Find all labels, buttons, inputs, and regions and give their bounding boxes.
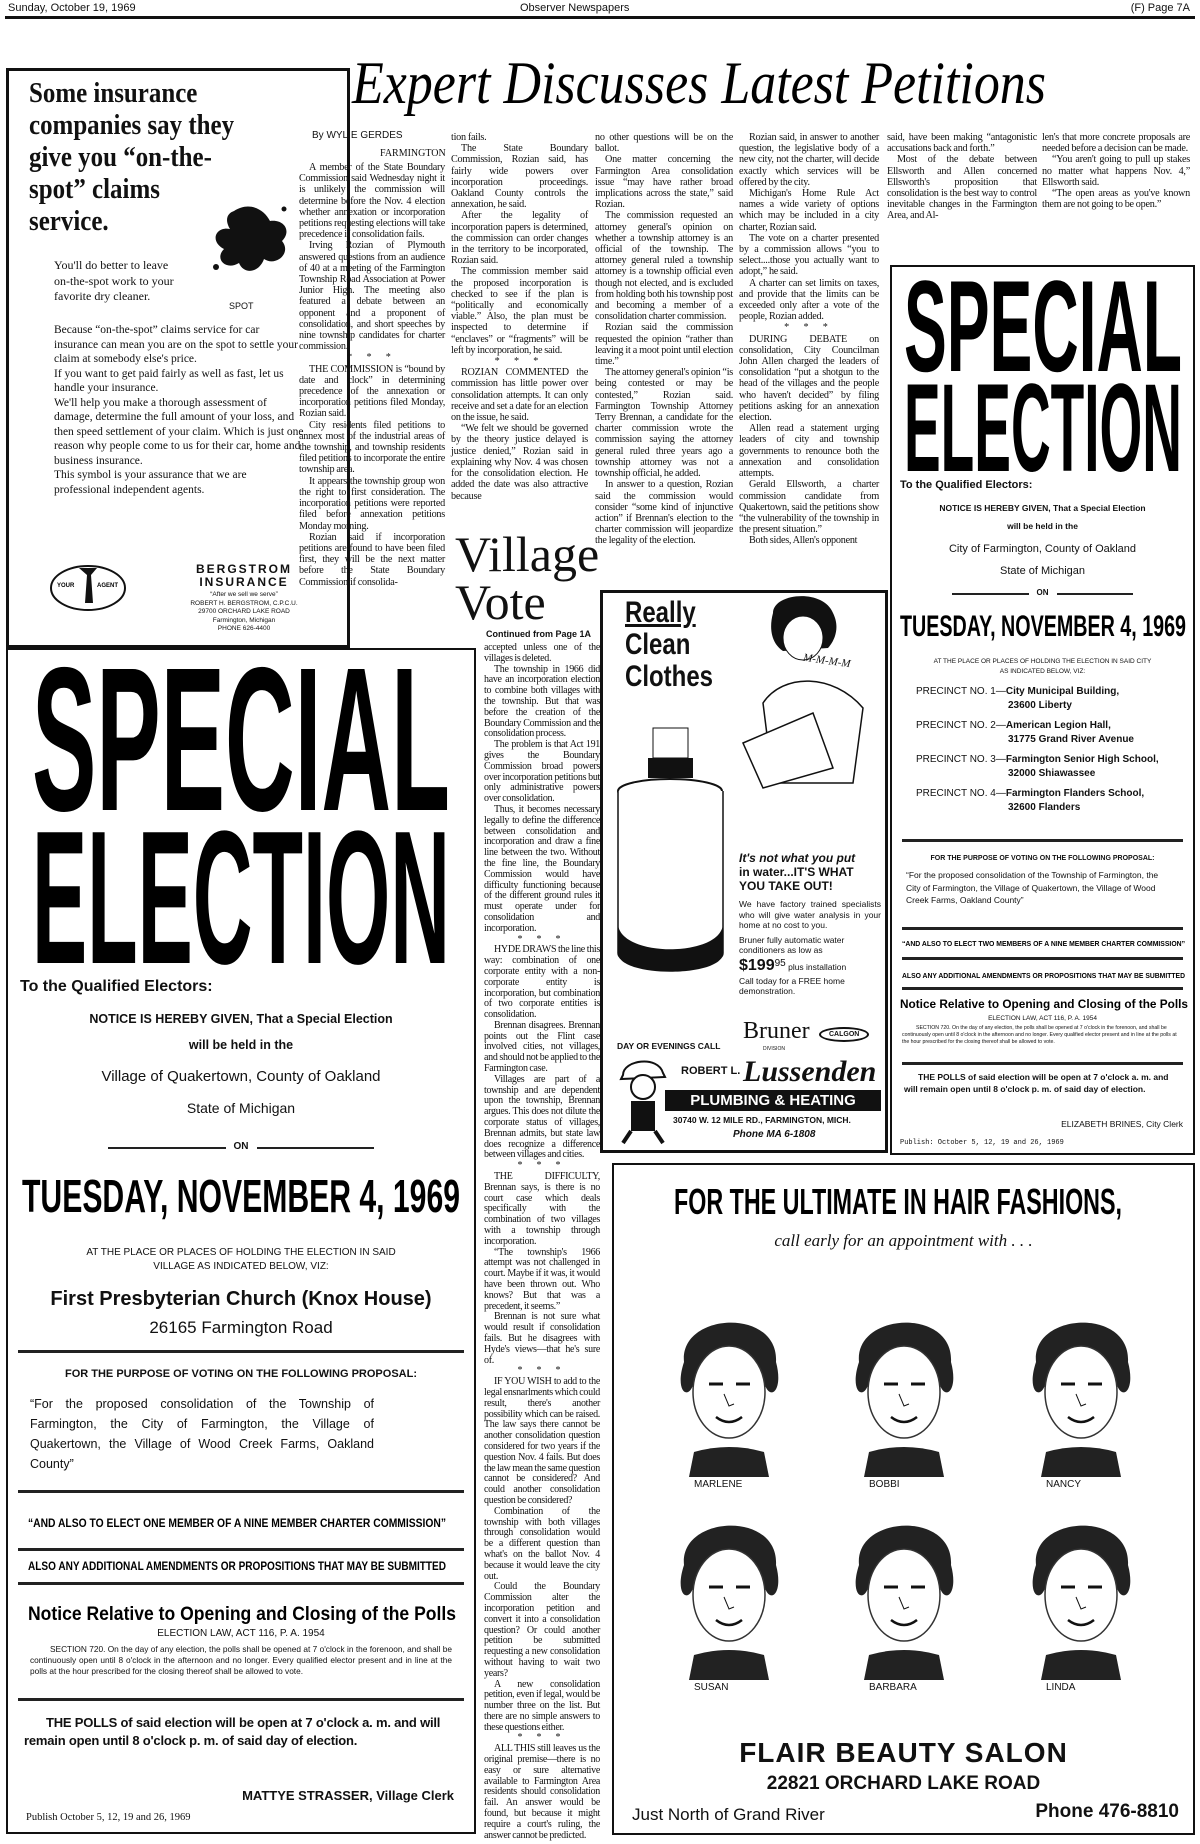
divider (902, 839, 1183, 842)
proposal: “For the proposed consolidation of the Township of Farmington, the City of Farmington, the Village of Quakertown, the Village of Wood Creek Farms, Oakland County” (906, 870, 1159, 905)
robert-l: ROBERT L. (681, 1065, 741, 1077)
plumber-mascot (613, 1055, 673, 1145)
village-vote-headline-1: Village (455, 526, 600, 582)
article-column-4 (739, 132, 879, 547)
paragraph: THE COMMISSION is “bound by date and clock” in determining precedence of the annexation or incorporation petitions filed Monday, Rozian said. (299, 363, 445, 420)
paragraph: The problem is that Act 191 gives the Boundary Commission broad powers over incorporation petitions but only administrative powers over consolidation. (484, 739, 600, 805)
paragraph: “The township's 1966 attempt was not challenged in court. Maybe if it was, it would have been thrown out. Who knows? But that was a precedent, it seems.” (484, 1246, 600, 1312)
election-date-text: TUESDAY, NOVEMBER 4, 1969 (22, 1170, 460, 1220)
section-break: * * * (347, 352, 397, 364)
insurance-body (54, 323, 304, 497)
paragraph: This symbol is your assurance that we are professional independent agents. (54, 469, 247, 496)
slogan: “After we sell we serve” (210, 591, 278, 598)
article-column-5 (887, 132, 1037, 222)
paragraph: Because “on-the-spot” claims service for car insurance can mean you are on the spot to settle your claim at somebody else's price. (54, 324, 298, 365)
paragraph: “The open areas as you've known them are not going to be open.” (1042, 188, 1190, 211)
precinct-address: 32600 Flanders (1008, 802, 1081, 813)
company-details (169, 591, 319, 634)
independent-agent-emblem (49, 563, 127, 613)
paragraph: tion fails. (451, 132, 487, 143)
precinct-label: PRECINCT NO. 2— (916, 720, 1006, 731)
body-2: Bruner fully automatic water conditioners as low as (739, 934, 845, 955)
also-elect-text: “AND ALSO TO ELECT ONE MEMBER OF A NINE MEMBER CHARTER COMMISSION” (28, 1516, 446, 1530)
divider (902, 927, 1183, 930)
election-state: State of Michigan (1000, 565, 1085, 577)
bruner-logo: Bruner (743, 1018, 810, 1044)
article-headline (350, 48, 1050, 118)
precinct-label: PRECINCT NO. 3— (916, 754, 1006, 765)
stylist-name: MARLENE (694, 1479, 743, 1490)
section-break: * * * (517, 1732, 567, 1744)
election-law: ELECTION LAW, ACT 116, P. A. 1954 (157, 1628, 325, 1639)
on-label (8, 1141, 474, 1152)
plumbing-address: 30740 W. 12 MILE RD., FARMINGTON, MICH. (673, 1115, 851, 1125)
held-in: will be held in the (1007, 521, 1078, 531)
also-elect-text: “AND ALSO TO ELECT TWO MEMBERS OF A NINE MEMBER CHARTER COMMISSION” (902, 939, 1186, 948)
also-elect (28, 1514, 448, 1532)
paragraph: Rozian said if incorporation petitions are found to have been filed first, they will be the next matter before the State Boundary Commission if consolida- (299, 531, 445, 588)
stylist-name: SUSAN (694, 1682, 729, 1693)
section-break: * * * (517, 933, 567, 945)
section-break: * * * (517, 1160, 567, 1172)
woman-illustration (733, 593, 888, 793)
day-or-evenings: DAY OR EVENINGS CALL (617, 1041, 721, 1051)
title-election: ELECTION (904, 359, 1182, 477)
paragraph: One matter concerning the Farmington Area consolidation issue “may have rather broad implications across the state,” said Rozian. (595, 154, 733, 211)
tagline (739, 851, 855, 893)
article-column-1 (299, 162, 445, 588)
paragraph: In answer to a question, Rozian said the commission would consider “some kind of injunctive action” if Brennan's election to the charter commission will jeopardize the legality of the election. (595, 479, 733, 547)
polls-title-text: Notice Relative to Opening and Closing of the Polls (900, 997, 1189, 1011)
paragraph: Brennan is not sure what would result if consolidation fails. But he disagrees with Hyde's views—that he's sure of. (484, 1311, 600, 1366)
precinct-place: Farmington Flanders School, (1005, 788, 1145, 799)
precinct-list (916, 685, 1159, 815)
polls-title (900, 995, 1190, 1013)
continued-note: Continued from Page 1A (486, 629, 592, 639)
divider (18, 1490, 464, 1493)
polling-address: 26165 Farmington Road (149, 1318, 333, 1337)
insurance-lead: You'll do better to leave on-the-spot work to your favorite dry cleaner. (54, 258, 174, 303)
precinct-4 (916, 787, 1159, 815)
hum-text: M-M-M-M (802, 651, 852, 671)
also-any-text: ALSO ANY ADDITIONAL AMENDMENTS OR PROPOSITIONS THAT MAY BE SUBMITTED (28, 1561, 446, 1573)
paragraph: Combination of the township with both villages through consolidation would be a different question than what's on the ballot Nov. 4 because it would leave the city out. (484, 1505, 600, 1582)
on-label (892, 588, 1193, 597)
stylist-photo (1006, 1495, 1156, 1680)
title-special: SPECIAL (32, 658, 450, 854)
also-any (902, 969, 1187, 981)
special-election-title (904, 271, 1184, 477)
clerk: MATTYE STRASSER, Village Clerk (242, 1788, 454, 1803)
paragraph: Irving Rozian of Plymouth answered questions from an audience of 40 at a meeting of the Farmington Township Road Association at Power Junior High. The meeting also featured a debate between an opponent and a proponent of consolidation, and short speeches by nine township candidates for charter commission. (299, 240, 445, 353)
paragraph: A member of the State Boundary Commission said Wednesday night it is unlikely the commission will determine before the Nov. 4 election whether annexation or incorporation petitions requesting elections will take precedence if consolidation fails. (299, 162, 445, 241)
publish-dates: Publish October 5, 12, 19 and 26, 1969 (26, 1812, 191, 1823)
tagline-3: YOU TAKE OUT! (739, 879, 833, 893)
precinct-3 (916, 753, 1159, 781)
paragraph: HYDE DRAWS the line this way: combination of one corporate entity with a non-corporate entity is incorporation, but combination of two corporate entities is consolidation. (484, 944, 600, 1021)
at-place: AT THE PLACE OR PLACES OF HOLDING THE ELECTION IN SAID VILLAGE AS INDICATED BELOW, VIZ: (86, 1247, 396, 1272)
masthead-rule (5, 16, 1195, 19)
also-any (28, 1557, 448, 1575)
paragraph: We'll help you make a thorough assessment of damage, determine the full amount of your loss, and then speed settlement of your claim. Which is just one reason why people come to us for their car, home and business insurance. (54, 396, 304, 467)
clerk: ELIZABETH BRINES, City Clerk (1061, 1119, 1183, 1129)
paragraph: Could the Boundary Commission alter the incorporation petition and convert it into a consolidation question? Or could another petition be submitted requesting a new consolidation without having to wait two years? (484, 1581, 600, 1679)
paragraph: IF YOU WISH to add to the legal ensnarlments which could result, there's another possibility which can be raised. The law says there cannot be another consolidation question considered for two years if the question Nov. 4 fails. But does the law mean the same question cannot be considered? And could another consolidation question be considered? (484, 1376, 600, 1506)
section-text: SECTION 720. On the day of any election, the polls shall be opened at 7 o'clock in the forenoon, and shall be continuously open until 8 o'clock in the afternoon and no longer. Every qualified elector present and in line at the polls at the hour prescribed for the closing thereof shall be allowed to vote. (30, 1644, 452, 1676)
agent-name: ROBERT H. BERGSTROM, C.P.C.U. (190, 599, 298, 607)
paragraph: The State Boundary Commission, Rozian said, has fairly wide powers over incorporation proceedings. Oakland County controls the annexation, he said. (451, 143, 588, 211)
plumbing-heating-banner: PLUMBING & HEATING (665, 1090, 881, 1111)
stylist-name: NANCY (1046, 1479, 1082, 1490)
also-elect (902, 937, 1187, 949)
salon-subheadline: call early for an appointment with . . . (774, 1231, 1033, 1250)
article-column-2 (451, 132, 588, 502)
notice-given: NOTICE IS HEREBY GIVEN, That a Special Election (89, 1012, 393, 1026)
clean-text: Clean (625, 628, 691, 661)
price-line (739, 956, 881, 974)
plumbing-ad (600, 590, 888, 1153)
purpose: FOR THE PURPOSE OF VOTING ON THE FOLLOWING PROPOSAL: (64, 1368, 417, 1380)
svg-text:AGENT: AGENT (97, 583, 118, 589)
paragraph: Rozian said the commission requested the opinion “rather than leaving it a moot point until election time.” (595, 322, 733, 368)
precinct-place: City Municipal Building, (1005, 686, 1120, 697)
tagline-1: It's not what you put (739, 851, 856, 865)
insurance-headline: Some insurance companies say they give you “on-the-spot” claims service. (29, 77, 235, 237)
election-place: City of Farmington, County of Oakland (948, 543, 1137, 555)
paragraph: It appears the township group won the right to first consideration. The incorporation petitions were reported filed before annexation petitions Monday morning. (299, 475, 445, 532)
election-date (22, 1170, 462, 1220)
paragraph: A charter can set limits on taxes, and provide that the limits can be exceeded only after a vote of the people, Rozian added. (739, 277, 879, 323)
paragraph: The vote on a charter presented by a commission allows “you to select....those you actually want to adopt,” he said. (739, 232, 879, 278)
svg-text:YOUR: YOUR (57, 583, 75, 589)
really-text: Really (625, 596, 696, 629)
on-label-text: ON (1029, 588, 1057, 597)
agency-phone: PHONE 626-4400 (217, 625, 271, 632)
divider (18, 1350, 464, 1353)
precinct-address: 32000 Shiawassee (1008, 768, 1096, 779)
paragraph: “You aren't going to pull up stakes no matter what happens Nov. 4,” Ellsworth said. (1042, 154, 1190, 188)
byline: By WYLIE GERDES (312, 130, 403, 141)
divider (902, 1062, 1183, 1065)
title-election: ELECTION (32, 792, 450, 978)
section-text: SECTION 720. On the day of any election, the polls shall be opened at 7 o'clock in the forenoon, and shall be continuously open until 8 o'clock in the afternoon and no longer. Every qualified elector present and in line at the polls at the hour prescribed for the closing thereof shall be allowed to vote. (902, 1025, 1177, 1045)
salon-headline-text: FOR THE ULTIMATE IN HAIR FASHIONS, (674, 1181, 1122, 1221)
precinct-1 (916, 685, 1159, 713)
stylist-photo (829, 1292, 979, 1477)
election-state: State of Michigan (186, 1100, 296, 1116)
paragraph: Allen read a statement urging leaders of city and township governments to renounce both the annexation and consolidation attempts. (739, 423, 879, 480)
section-break: * * * (784, 322, 834, 334)
precinct-place: American Legion Hall, (1005, 720, 1111, 731)
body-1: We have factory trained specialists who will give water analysis in your home at no cost to you. (739, 899, 881, 930)
paragraph: THE DIFFICULTY, Brennan says, is there is no court case which deals specifically with the combination of two villages with a township through incorporation. (484, 1171, 600, 1247)
precinct-address: 31775 Grand River Avenue (1008, 734, 1134, 745)
paragraph: Most of the debate between Ellsworth and Allen concerned Ellsworth's proposition that consolidation is the best way to control inevitable changes in the Farmington Area, and Al- (887, 154, 1037, 222)
salon-name: FLAIR BEAUTY SALON (739, 1737, 1068, 1768)
page-date: Sunday, October 19, 1969 (8, 2, 136, 14)
divider (902, 987, 1183, 990)
special-election-title (32, 658, 452, 978)
on-label-text: ON (226, 1141, 257, 1152)
paragraph: If you want to get paid fairly as well as fast, let us handle your insurance. (54, 367, 284, 394)
paragraph: ALL THIS still leaves us the original premise—there is no easy or sure alternative available to Farmington Area residents should consolidation fail. An answer would be found, but because it might require a court's ruling, the answer cannot be predicted. (484, 1743, 600, 1841)
polls-hours: THE POLLS of said election will be open at 7 o'clock a. m. and will remain open until 8 o'clock p. m. of said day of election. (904, 1072, 1169, 1094)
ink-spot-icon (204, 201, 294, 281)
water-conditioner-illustration (613, 723, 728, 983)
election-law: ELECTION LAW, ACT 116, P. A. 1954 (988, 1015, 1097, 1022)
paragraph: City residents filed petitions to annex most of the industrial areas of the township, and township residents filed petitions to incorporate the entire township area. (299, 419, 445, 476)
article-column-6 (1042, 132, 1190, 210)
stylist-name: LINDA (1046, 1682, 1076, 1693)
polling-location: First Presbyterian Church (Knox House) (50, 1288, 432, 1310)
held-in: will be held in the (188, 1038, 294, 1052)
calgon-logo: CALGON (819, 1027, 869, 1042)
really-clean-clothes (625, 597, 713, 693)
lussenden-logo: Lussenden (743, 1055, 877, 1088)
agency-address: 29700 ORCHARD LAKE ROAD (198, 608, 290, 615)
paragraph: Rozian said, in answer to another question, the legislative body of a new city, not the charter, will decide exactly which services will be offered by the city. (739, 132, 879, 188)
publish-dates: Publish: October 5, 12, 19 and 26, 1969 (900, 1139, 1064, 1147)
tagline-2: in water...IT'S WHAT (739, 865, 854, 879)
village-election-notice (6, 648, 476, 1834)
divider (18, 1548, 464, 1551)
paragraph: The attorney general's opinion “is being contested or may be contested,” Rozian said. Farmington Township Attorney Terry Brennan, a candidate for the charter commission wrote the commission saying the attorney general ruled three years ago a township attorney was not a township official, he added. (595, 367, 733, 480)
precinct-place: Farmington Senior High School, (1005, 754, 1159, 765)
salon-address: 22821 ORCHARD LAKE ROAD (766, 1773, 1041, 1794)
price: $199 (739, 956, 775, 974)
proposal: “For the proposed consolidation of the Township of Farmington, the City of Farmington, the Village of Quakertown, the Village of Wood Creek Farms, Oakland County” (30, 1397, 374, 1471)
stylist-name: BOBBI (869, 1479, 900, 1490)
polls-title (28, 1600, 458, 1626)
price-cents: 95 (774, 957, 786, 969)
precinct-2 (916, 719, 1159, 747)
city-election-notice (890, 265, 1195, 1155)
precinct-label: PRECINCT NO. 1— (916, 686, 1006, 697)
paragraph: said, have been making “antagonistic accusations back and forth.” (887, 132, 1037, 155)
agency-city: Farmington, Michigan (212, 616, 276, 624)
paragraph: accepted unless one of the villages is deleted. (484, 642, 600, 664)
stylist-photo (654, 1495, 804, 1680)
call-today: Call today for a FREE home demonstration. (739, 975, 845, 997)
spot-label: SPOT (229, 301, 254, 311)
stylist-name: BARBARA (869, 1682, 917, 1693)
stylist-photo (829, 1495, 979, 1680)
company-name-1: BERGSTROM (196, 562, 292, 576)
paragraph: The commission member said the proposed incorporation is checked to see if the plan is “politically and economically viable.” Also, the plan must be inspected to determine if “enclaves” or “fragments” will be left by incorporation, he said. (451, 266, 588, 356)
page-number: (F) Page 7A (1130, 2, 1190, 14)
paragraph: Villages are part of a township and are dependent upon the township, Brennan argues. This does not dilute the corporate status of villages, Brennan admits, but state law does recognize a difference between villages and cities. (484, 1073, 600, 1161)
clothes-text: Clothes (625, 660, 714, 693)
divider (18, 1698, 464, 1701)
divider (902, 957, 1183, 960)
title-special: SPECIAL (904, 271, 1182, 399)
precinct-address: 23600 Liberty (1008, 700, 1072, 711)
stylist-photo (654, 1292, 804, 1477)
company-name (169, 563, 319, 589)
paragraph: Michigan's Home Rule Act names a wide variety of options which may be included in a city charter, Rozian said. (739, 188, 879, 233)
paragraph: no other questions will be on the ballot. (595, 132, 733, 155)
dateline: FARMINGTON (380, 148, 446, 159)
paragraph: The commission requested an attorney general's opinion on whether a township attorney is an official of the township. The attorney general ruled a township attorney is a township official even though not elected, and is excluded from holding both his township post and becoming a member of a consolidation charter commission. (595, 210, 733, 323)
paragraph: Brennan disagrees. Brennan points out the Flint case involved cities, not villages, and should not be applied to the Farmington case. (484, 1019, 600, 1075)
paragraph: After the legality of incorporation papers is determined, the commission can order changes in the territory to be incorporated, Rozian said. (451, 210, 588, 267)
salon-headline (674, 1181, 1124, 1221)
salon-directions: Just North of Grand River (632, 1805, 825, 1824)
section-break: * * * (494, 356, 545, 368)
notice-given: NOTICE IS HEREBY GIVEN, That a Special Election (939, 503, 1146, 513)
qualified-electors: To the Qualified Electors: (20, 978, 213, 995)
at-place: AT THE PLACE OR PLACES OF HOLDING THE ELECTION IN SAID CITY AS INDICATED BELOW, VIZ: (933, 658, 1152, 675)
paragraph: “We felt we should be governed by the theory justice delayed is justice denied,” Rozian said in explaining why Nov. 4 was chosen for the consolidation election. He added the date was also attractive because (451, 423, 588, 502)
village-vote-headline (455, 526, 600, 630)
divider (18, 1582, 464, 1585)
plumbing-body (739, 899, 881, 997)
installation: plus installation (788, 961, 847, 972)
purpose: FOR THE PURPOSE OF VOTING ON THE FOLLOWING PROPOSAL: (930, 855, 1155, 862)
paragraph: len's that more concrete proposals are needed before a decision can be made. (1042, 132, 1190, 155)
salon-ad (612, 1163, 1195, 1835)
village-vote-column (484, 643, 600, 1841)
paragraph: A new consolidation petition, even if legal, would be number three on the list. But there are no simple answers to these questions either. (484, 1678, 600, 1733)
headline-text: Expert Discusses Latest Petitions (351, 50, 1046, 116)
election-date-text: TUESDAY, NOVEMBER 4, 1969 (900, 610, 1186, 641)
section-break: * * * (517, 1365, 567, 1377)
plumbing-phone: Phone MA 6-1808 (733, 1129, 816, 1140)
precinct-label: PRECINCT NO. 4— (916, 788, 1006, 799)
bruner-division: DIVISION (763, 1046, 785, 1052)
polls-title-text: Notice Relative to Opening and Closing of the Polls (28, 1604, 456, 1625)
paper-name: Observer Newspapers (520, 2, 630, 14)
village-vote-headline-2: Vote (455, 574, 546, 630)
company-name-2: INSURANCE (199, 575, 289, 589)
election-date (900, 607, 1188, 641)
polls-hours: THE POLLS of said election will be open at 7 o'clock a. m. and will remain open until 8 o'clock p. m. of said day of election. (24, 1715, 441, 1748)
qualified-electors: To the Qualified Electors: (900, 479, 1033, 491)
salon-phone: Phone 476-8810 (1035, 1801, 1179, 1822)
stylist-photo (1006, 1292, 1156, 1477)
paragraph: Gerald Ellsworth, a charter commission candidate from Quakertown, said the petitions show “the vulnerability of the township in the present situation.” (739, 479, 879, 536)
paragraph: The township in 1966 did have an incorporation election to combine both villages with the township. But that was before the creation of the Boundary Commission and the consolidation process. (484, 663, 600, 740)
election-place: Village of Quakertown, County of Oakland (101, 1068, 381, 1085)
paragraph: Both sides, Allen's opponent (749, 535, 858, 547)
article-column-3 (595, 132, 733, 547)
paragraph: DURING DEBATE on consolidation, City Councilman John Allen charged the leaders of consolidation “put a shotgun to the head of the villages and the people who haven't decided” by filing petitions asking for an annexation election. (739, 333, 879, 424)
paragraph: ROZIAN COMMENTED the commission has little power over consolidation attempts. It can only receive and set a date for an election on the issue, he said. (451, 367, 588, 424)
also-any-text: ALSO ANY ADDITIONAL AMENDMENTS OR PROPOSITIONS THAT MAY BE SUBMITTED (902, 971, 1186, 980)
paragraph: Thus, it becomes necessary legally to define the difference between consolidation and incorporation and draw a fine line between the two. Without the fine line, the Boundary Commission would have difficulty functioning because of the different ground rules it must operate under for consolidation and incorporation. (484, 803, 600, 934)
